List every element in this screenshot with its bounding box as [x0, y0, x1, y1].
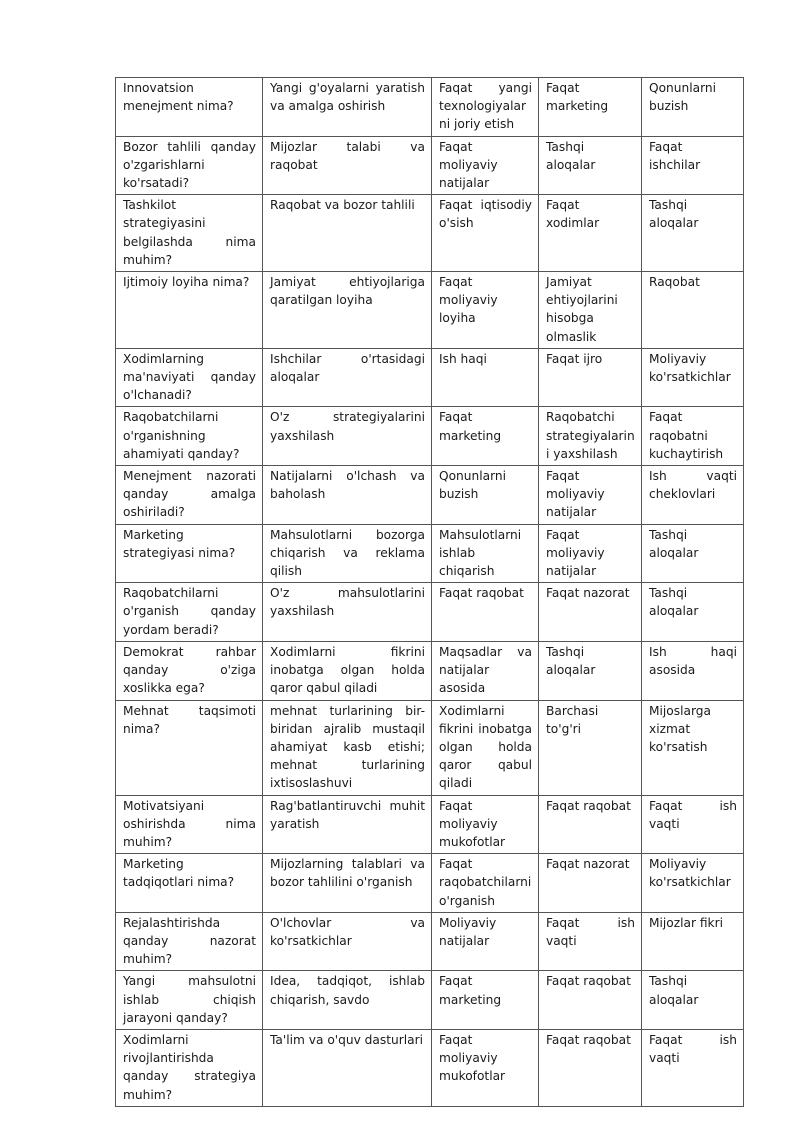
cell-option-d: Qonunlarni buzish: [642, 78, 744, 137]
cell-option-d: Faqat ish vaqti: [642, 1029, 744, 1106]
cell-option-b: Faqat moliyaviy mukofotlar: [432, 1029, 539, 1106]
cell-option-d: Tashqi aloqalar: [642, 524, 744, 583]
quiz-table-body: [116, 78, 744, 1107]
cell-option-a: Ishchilar o'rtasidagi aloqalar: [263, 348, 432, 407]
cell-question: Menejment nazorati qanday amalga oshiriladi?: [116, 466, 263, 525]
cell-option-c: Raqobatchi strategiyalarin i yaxshilash: [539, 407, 642, 466]
cell-option-d: Faqat raqobatni kuchaytirish: [642, 407, 744, 466]
cell-option-d: Tashqi aloqalar: [642, 971, 744, 1030]
cell-option-d: Tashqi aloqalar: [642, 583, 744, 642]
cell-option-c: Faqat moliyaviy natijalar: [539, 524, 642, 583]
table-row: [116, 1029, 744, 1106]
table-row: [116, 524, 744, 583]
cell-question: Yangi mahsulotni ishlab chiqish jarayoni qanday?: [116, 971, 263, 1030]
cell-option-a: Mahsulotlarni bozorga chiqarish va reklama qilish: [263, 524, 432, 583]
cell-option-d: Tashqi aloqalar: [642, 195, 744, 272]
cell-option-b: Moliyaviy natijalar: [432, 912, 539, 971]
cell-option-b: Faqat yangi texnologiyalar ni joriy etish: [432, 78, 539, 137]
table-row: [116, 641, 744, 700]
cell-option-d: Ish haqi asosida: [642, 641, 744, 700]
cell-option-c: Faqat nazorat: [539, 583, 642, 642]
table-row: [116, 466, 744, 525]
cell-option-c: Faqat ijro: [539, 348, 642, 407]
cell-option-c: Faqat ish vaqti: [539, 912, 642, 971]
cell-option-d: Faqat ish vaqti: [642, 795, 744, 854]
table-row: [116, 195, 744, 272]
cell-option-a: Ta'lim va o'quv dasturlari: [263, 1029, 432, 1106]
cell-option-c: Tashqi aloqalar: [539, 641, 642, 700]
cell-option-a: Mijozlar talabi va raqobat: [263, 136, 432, 195]
cell-option-c: Faqat marketing: [539, 78, 642, 137]
cell-option-c: Faqat raqobat: [539, 1029, 642, 1106]
table-row: [116, 348, 744, 407]
cell-option-b: Faqat raqobat: [432, 583, 539, 642]
cell-question: Raqobatchilarni o'rganish qanday yordam beradi?: [116, 583, 263, 642]
cell-option-a: O'lchovlar va ko'rsatkichlar: [263, 912, 432, 971]
cell-option-c: Tashqi aloqalar: [539, 136, 642, 195]
cell-question: Marketing strategiyasi nima?: [116, 524, 263, 583]
cell-option-b: Ish haqi: [432, 348, 539, 407]
cell-option-b: Xodimlarni fikrini inobatga olgan holda qaror qabul qiladi: [432, 700, 539, 795]
cell-option-a: Rag'batlantiruvchi muhit yaratish: [263, 795, 432, 854]
table-row: [116, 583, 744, 642]
cell-option-c: Faqat raqobat: [539, 795, 642, 854]
cell-option-c: Barchasi to'g'ri: [539, 700, 642, 795]
cell-question: Xodimlarning ma'naviyati qanday o'lchanadi?: [116, 348, 263, 407]
table-row: [116, 272, 744, 349]
cell-option-b: Faqat moliyaviy mukofotlar: [432, 795, 539, 854]
cell-option-b: Faqat marketing: [432, 407, 539, 466]
cell-question: Innovatsion menejment nima?: [116, 78, 263, 137]
cell-option-c: Faqat nazorat: [539, 854, 642, 913]
table-row: [116, 407, 744, 466]
table-row: [116, 78, 744, 137]
cell-option-d: Mijozlar fikri: [642, 912, 744, 971]
cell-option-a: Raqobat va bozor tahlili: [263, 195, 432, 272]
cell-question: Tashkilot strategiyasini belgilashda nima muhim?: [116, 195, 263, 272]
cell-question: Marketing tadqiqotlari nima?: [116, 854, 263, 913]
cell-option-d: Moliyaviy ko'rsatkichlar: [642, 348, 744, 407]
cell-question: Motivatsiyani oshirishda nima muhim?: [116, 795, 263, 854]
cell-option-a: mehnat turlarining bir-biridan ajralib mustaqil ahamiyat kasb etishi; mehnat turlarining ixtisoslashuvi: [263, 700, 432, 795]
cell-question: Demokrat rahbar qanday o'ziga xoslikka ega?: [116, 641, 263, 700]
cell-option-b: Faqat moliyaviy natijalar: [432, 136, 539, 195]
cell-option-b: Faqat moliyaviy loyiha: [432, 272, 539, 349]
table-row: [116, 912, 744, 971]
cell-option-a: O'z mahsulotlarini yaxshilash: [263, 583, 432, 642]
cell-question: Ijtimoiy loyiha nima?: [116, 272, 263, 349]
table-row: [116, 700, 744, 795]
cell-option-d: Raqobat: [642, 272, 744, 349]
table-row: [116, 971, 744, 1030]
cell-option-d: Moliyaviy ko'rsatkichlar: [642, 854, 744, 913]
cell-option-c: Jamiyat ehtiyojlarini hisobga olmaslik: [539, 272, 642, 349]
cell-option-a: Yangi g'oyalarni yaratish va amalga oshirish: [263, 78, 432, 137]
cell-option-b: Maqsadlar va natijalar asosida: [432, 641, 539, 700]
cell-question: Raqobatchilarni o'rganishning ahamiyati qanday?: [116, 407, 263, 466]
cell-option-d: Ish vaqti cheklovlari: [642, 466, 744, 525]
cell-question: Mehnat taqsimoti nima?: [116, 700, 263, 795]
cell-option-b: Mahsulotlarni ishlab chiqarish: [432, 524, 539, 583]
cell-question: Rejalashtirishda qanday nazorat muhim?: [116, 912, 263, 971]
cell-option-a: Xodimlarni fikrini inobatga olgan holda qaror qabul qiladi: [263, 641, 432, 700]
cell-option-b: Faqat raqobatchilarni o'rganish: [432, 854, 539, 913]
cell-option-c: Faqat xodimlar: [539, 195, 642, 272]
cell-option-d: Mijoslarga xizmat ko'rsatish: [642, 700, 744, 795]
table-row: [116, 136, 744, 195]
cell-question: Bozor tahlili qanday o'zgarishlarni ko'rsatadi?: [116, 136, 263, 195]
cell-option-c: Faqat raqobat: [539, 971, 642, 1030]
cell-option-a: Idea, tadqiqot, ishlab chiqarish, savdo: [263, 971, 432, 1030]
cell-option-b: Faqat iqtisodiy o'sish: [432, 195, 539, 272]
cell-option-a: Natijalarni o'lchash va baholash: [263, 466, 432, 525]
cell-option-b: Faqat marketing: [432, 971, 539, 1030]
quiz-table: [115, 77, 744, 1107]
cell-option-a: Jamiyat ehtiyojlariga qaratilgan loyiha: [263, 272, 432, 349]
table-row: [116, 795, 744, 854]
cell-option-c: Faqat moliyaviy natijalar: [539, 466, 642, 525]
cell-question: Xodimlarni rivojlantirishda qanday strategiya muhim?: [116, 1029, 263, 1106]
table-row: [116, 854, 744, 913]
cell-option-a: Mijozlarning talablari va bozor tahlilini o'rganish: [263, 854, 432, 913]
cell-option-b: Qonunlarni buzish: [432, 466, 539, 525]
cell-option-d: Faqat ishchilar: [642, 136, 744, 195]
cell-option-a: O'z strategiyalarini yaxshilash: [263, 407, 432, 466]
